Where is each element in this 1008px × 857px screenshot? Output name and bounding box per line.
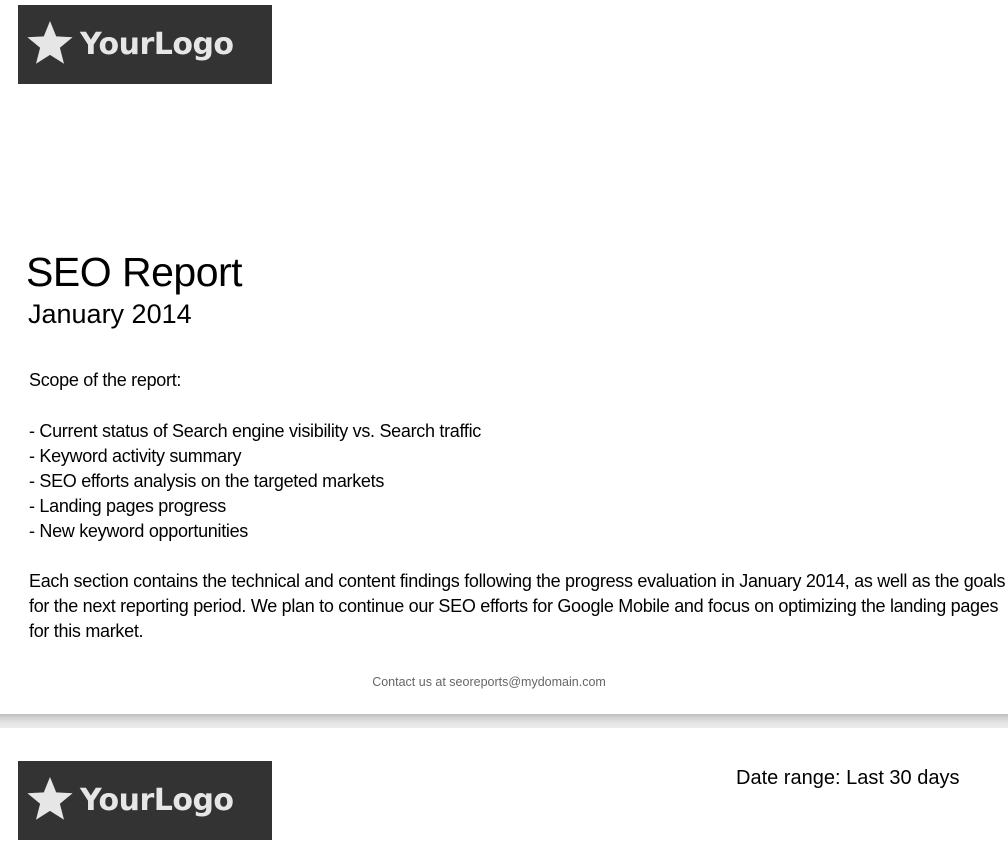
logo-text: YourLogo: [80, 27, 234, 62]
company-logo: [18, 5, 272, 84]
scope-item: - Keyword activity summary: [29, 446, 242, 466]
report-page-2: [0, 728, 1008, 857]
company-logo: [18, 761, 272, 840]
logo-text: YourLogo: [80, 783, 234, 818]
page-separator: [0, 714, 1008, 728]
date-range-label: Date range: Last 30 days: [736, 767, 960, 789]
scope-item: - Landing pages progress: [29, 496, 226, 516]
contact-line: Contact us at seoreports@mydomain.com: [372, 675, 606, 689]
scope-item: - Current status of Search engine visibility vs. Search traffic: [29, 421, 481, 441]
report-title: SEO Report: [26, 249, 243, 295]
star-icon: [25, 774, 75, 824]
scope-list: [29, 419, 481, 544]
scope-heading: Scope of the report:: [29, 370, 182, 390]
scope-item: - SEO efforts analysis on the targeted markets: [29, 471, 385, 491]
scope-item: - New keyword opportunities: [29, 521, 249, 541]
star-icon: [25, 18, 75, 68]
report-period: January 2014: [28, 299, 192, 329]
report-summary: Each section contains the technical and content findings following the progress evaluation in January 2014, as well as the goals for the next reporting period. We plan to continue our SEO efforts for Google Mobile and focus on optimizing the landing pages for this market.: [29, 571, 1006, 641]
